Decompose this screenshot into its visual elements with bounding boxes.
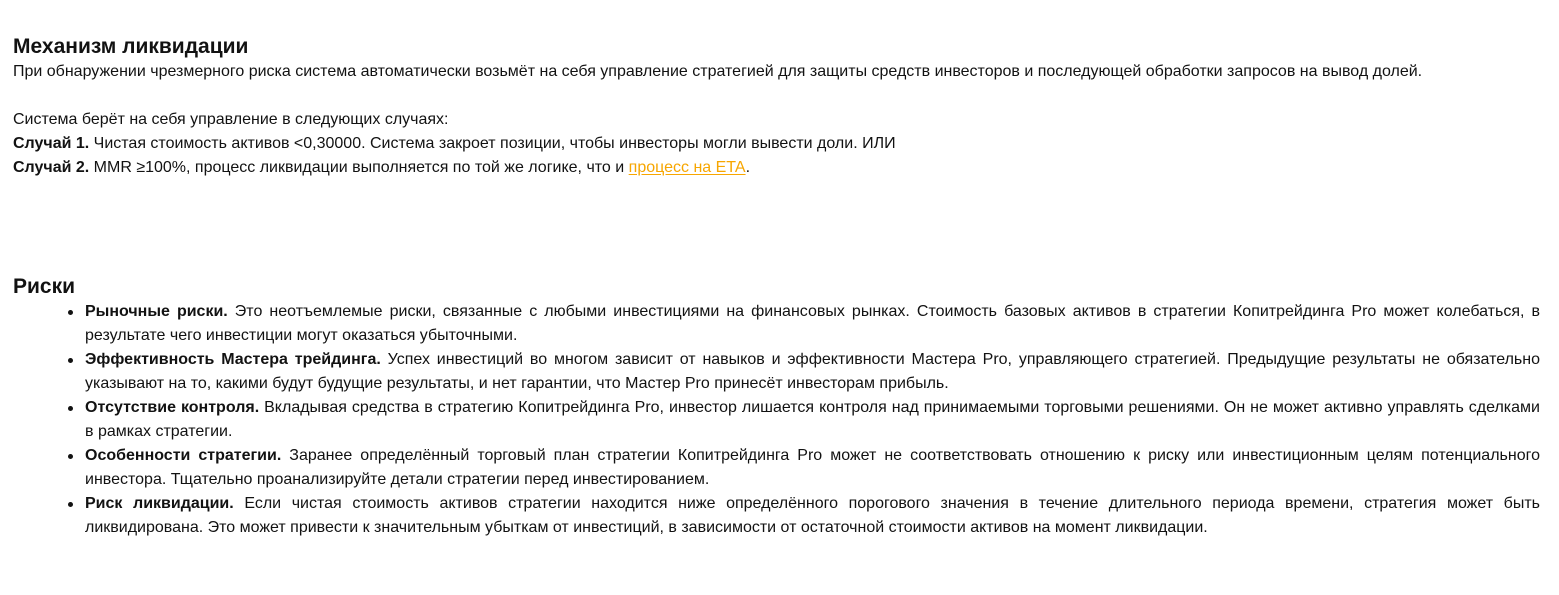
spacer: [13, 84, 1540, 108]
eta-process-link[interactable]: процесс на ETA: [628, 159, 746, 176]
risk-text: Вкладывая средства в стратегию Копитрейдинга Pro, инвестор лишается контроля над принимаемыми торговыми решениями. Он не может активно управлять сделками в рамках стратегии.: [85, 399, 1540, 440]
case-2-label: Случай 2.: [13, 159, 90, 176]
liquidation-intro: При обнаружении чрезмерного риска система автоматически возьмёт на себя управление стратегией для защиты средств инвесторов и последующей обработки запросов на вывод долей.: [13, 63, 1423, 80]
risk-text: Успех инвестиций во многом зависит от навыков и эффективности Мастера Pro, управляющего стратегией. Предыдущие результаты не обязательно указывают на то, какими будут будущие результаты, и нет гарантии, что Мастер Pro принесёт инвесторам прибыль.: [85, 351, 1540, 392]
liquidation-title: Механизм ликвидации: [13, 35, 249, 58]
case-1-label: Случай 1.: [13, 135, 90, 152]
case-1-text: Чистая стоимость активов <0,30000. Система закроет позиции, чтобы инвесторы могли вывести доли. ИЛИ: [89, 135, 896, 152]
risk-label: Эффективность Мастера трейдинга.: [85, 351, 381, 368]
risk-label: Особенности стратегии.: [85, 447, 282, 464]
liquidation-mechanism-section: [13, 34, 1540, 180]
risk-item-market: [85, 300, 1540, 348]
risks-section: [13, 274, 1540, 540]
risk-label: Отсутствие контроля.: [85, 399, 260, 416]
risks-title: Риски: [13, 275, 76, 298]
risk-text: Это неотъемлемые риски, связанные с любыми инвестициями на финансовых рынках. Стоимость базовых активов в стратегии Копитрейдинга Pro может колебаться, в результате чего инвестиции могут оказаться убыточными.: [85, 303, 1540, 344]
case-2: [13, 156, 1540, 180]
risk-text: Заранее определённый торговый план стратегии Копитрейдинга Pro может не соответствовать отношению к риску или инвестиционным целям потенциального инвестора. Тщательно проанализируйте детали стратегии перед инвестированием.: [85, 447, 1540, 488]
cases-intro: Система берёт на себя управление в следующих случаях:: [13, 111, 449, 128]
risk-label: Риск ликвидации.: [85, 495, 234, 512]
case-2-suffix: .: [745, 159, 751, 176]
risk-item-master-performance: [85, 348, 1540, 396]
risk-label: Рыночные риски.: [85, 303, 228, 320]
risk-item-liquidation: [85, 492, 1540, 540]
case-1: [13, 132, 1540, 156]
risk-list: [13, 300, 1540, 540]
risk-item-lack-of-control: [85, 396, 1540, 444]
risk-item-strategy-specifics: [85, 444, 1540, 492]
case-2-text: MMR ≥100%, процесс ликвидации выполняется по той же логике, что и: [89, 159, 629, 176]
risk-text: Если чистая стоимость активов стратегии находится ниже определённого порогового значения в течение длительного периода времени, стратегия может быть ликвидирована. Это может привести к значительным убыткам от инвестиций, в зависимости от остаточной стоимости активов на момент ликвидации.: [85, 495, 1541, 536]
